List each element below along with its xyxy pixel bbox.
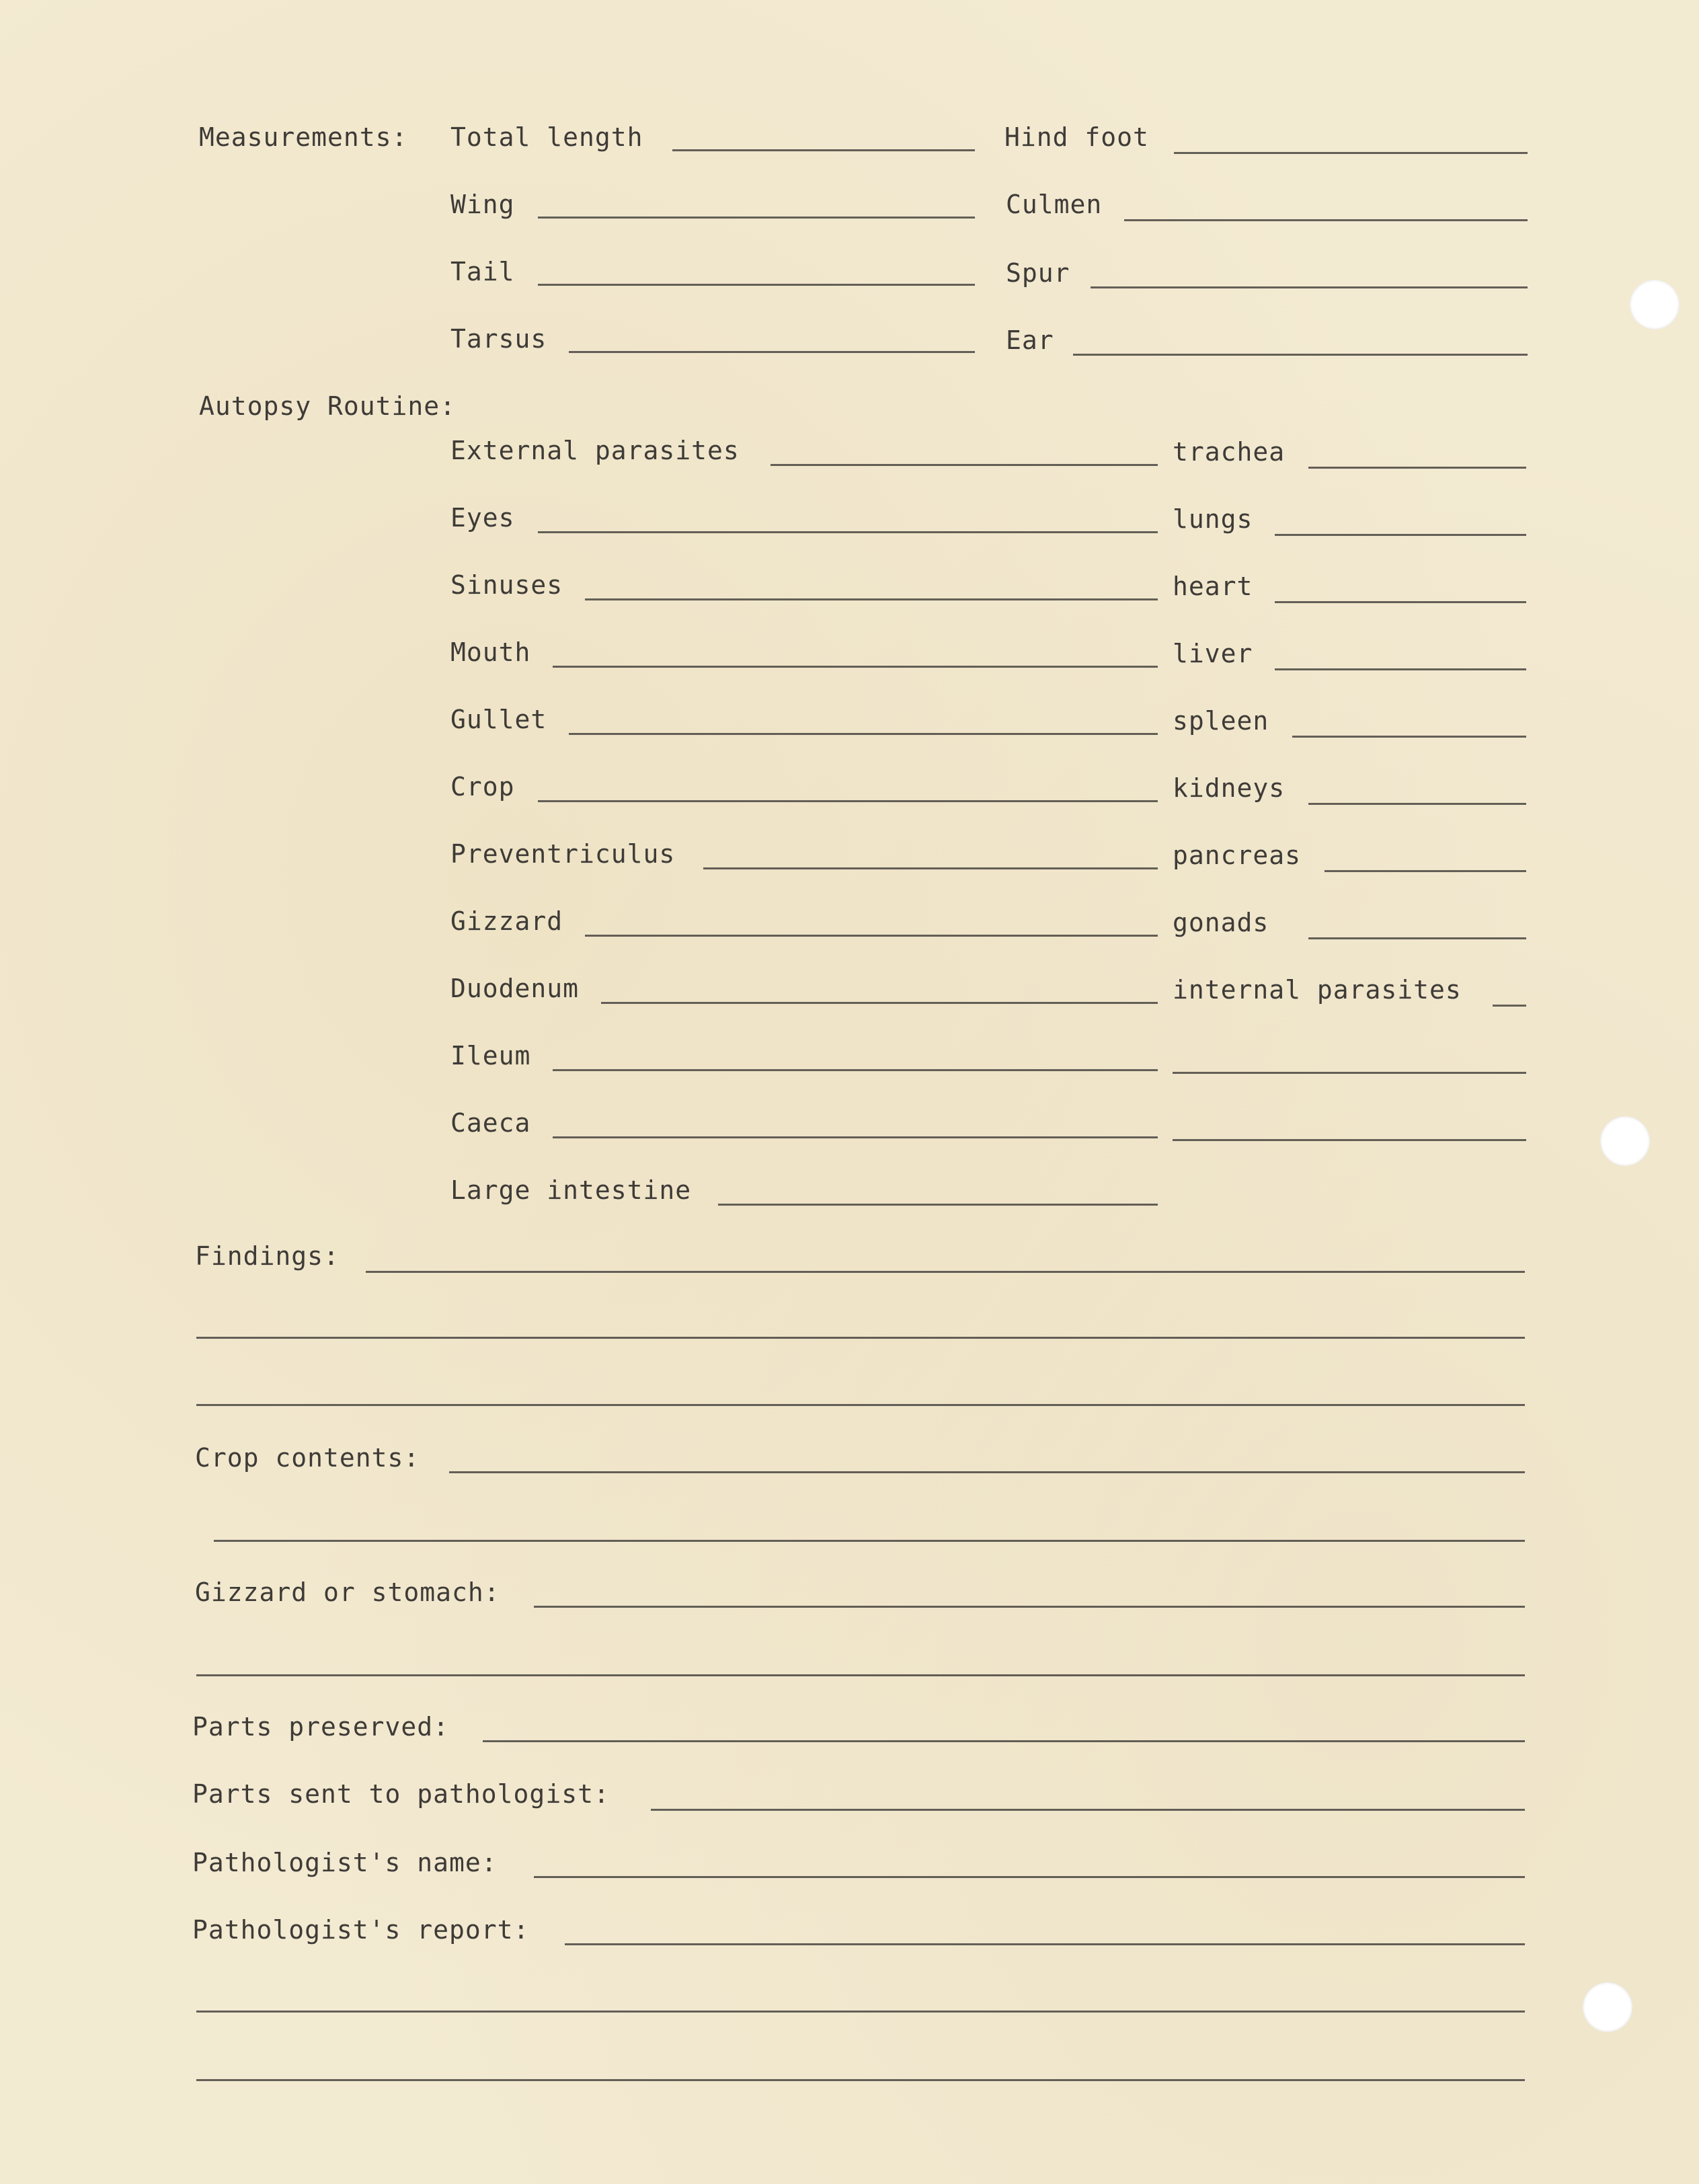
pathologist-name-field[interactable] xyxy=(534,1876,1525,1878)
autopsy-right-label: liver xyxy=(1173,639,1253,668)
kidneys-field[interactable] xyxy=(1308,803,1526,805)
binder-hole-bottom xyxy=(1583,1982,1632,2032)
trachea-field[interactable] xyxy=(1308,467,1526,469)
tail-field[interactable] xyxy=(538,284,975,286)
pancreas-field[interactable] xyxy=(1325,870,1526,872)
extra-right-field[interactable] xyxy=(1173,1072,1526,1074)
gizzard-or-stomach-field-2[interactable] xyxy=(196,1674,1525,1676)
tarsus-label: Tarsus xyxy=(450,324,547,354)
autopsy-right-label: heart xyxy=(1173,572,1253,601)
sinuses-field[interactable] xyxy=(585,598,1158,600)
spur-label: Spur xyxy=(1006,258,1070,288)
duodenum-field[interactable] xyxy=(601,1002,1158,1004)
binder-hole-top xyxy=(1630,280,1680,329)
binder-hole-middle xyxy=(1600,1116,1650,1166)
autopsy-left-label: Gullet xyxy=(450,705,547,734)
total-length-field[interactable] xyxy=(672,149,975,151)
autopsy-left-label: Preventriculus xyxy=(450,839,676,869)
pathologist-name-label: Pathologist's name: xyxy=(192,1848,498,1877)
spleen-field[interactable] xyxy=(1292,736,1526,738)
mouth-field[interactable] xyxy=(553,666,1158,668)
crop-contents-field-2[interactable] xyxy=(214,1540,1525,1542)
total-length-label: Total length xyxy=(450,122,643,152)
gullet-field[interactable] xyxy=(569,733,1158,735)
pathologist-report-field-1[interactable] xyxy=(565,1943,1525,1945)
hind-foot-field[interactable] xyxy=(1174,152,1528,154)
parts-preserved-label: Parts preserved: xyxy=(192,1712,450,1742)
ear-label: Ear xyxy=(1006,325,1054,355)
autopsy-left-label: Large intestine xyxy=(450,1175,692,1205)
autopsy-left-label: Caeca xyxy=(450,1108,531,1138)
findings-field-3[interactable] xyxy=(196,1404,1525,1406)
gonads-field[interactable] xyxy=(1308,937,1526,939)
pathologist-report-label: Pathologist's report: xyxy=(192,1915,530,1945)
autopsy-left-label: Crop xyxy=(450,772,515,802)
findings-field-2[interactable] xyxy=(196,1337,1525,1339)
caeca-field[interactable] xyxy=(553,1136,1158,1138)
culmen-label: Culmen xyxy=(1006,190,1103,219)
autopsy-right-label: internal parasites xyxy=(1173,975,1462,1005)
pathologist-report-field-2[interactable] xyxy=(196,2011,1525,2013)
autopsy-right-label: gonads xyxy=(1173,908,1269,937)
hind-foot-label: Hind foot xyxy=(1004,122,1149,152)
culmen-field[interactable] xyxy=(1124,219,1528,221)
preventriculus-field[interactable] xyxy=(703,867,1158,869)
autopsy-right-label: pancreas xyxy=(1173,841,1302,870)
measurements-heading: Measurements: xyxy=(199,122,408,152)
autopsy-right-label: trachea xyxy=(1173,437,1286,467)
ileum-field[interactable] xyxy=(553,1069,1158,1071)
pathologist-report-field-3[interactable] xyxy=(196,2079,1525,2081)
ear-field[interactable] xyxy=(1073,354,1528,356)
wing-field[interactable] xyxy=(538,217,975,219)
internal-parasites-field[interactable] xyxy=(1493,1005,1526,1007)
gizzard-field[interactable] xyxy=(585,935,1158,937)
findings-field-1[interactable] xyxy=(366,1271,1525,1273)
lungs-field[interactable] xyxy=(1275,534,1526,536)
autopsy-right-label: lungs xyxy=(1173,504,1253,534)
external-parasites-field[interactable] xyxy=(771,464,1158,466)
crop-field[interactable] xyxy=(538,800,1158,802)
autopsy-right-label: kidneys xyxy=(1173,773,1286,803)
tail-label: Tail xyxy=(450,257,515,286)
autopsy-left-label: Mouth xyxy=(450,637,531,667)
parts-sent-label: Parts sent to pathologist: xyxy=(192,1779,610,1809)
extra-right-field[interactable] xyxy=(1173,1139,1526,1141)
spur-field[interactable] xyxy=(1091,286,1528,288)
eyes-field[interactable] xyxy=(538,531,1158,533)
crop-contents-field-1[interactable] xyxy=(449,1471,1525,1473)
crop-contents-label: Crop contents: xyxy=(195,1443,420,1473)
parts-sent-field[interactable] xyxy=(651,1809,1525,1811)
autopsy-heading: Autopsy Routine: xyxy=(199,391,457,421)
autopsy-right-label: spleen xyxy=(1173,706,1269,736)
autopsy-left-label: Sinuses xyxy=(450,570,563,600)
heart-field[interactable] xyxy=(1275,601,1526,603)
autopsy-left-label: Duodenum xyxy=(450,974,580,1003)
gizzard-or-stomach-label: Gizzard or stomach: xyxy=(195,1577,500,1607)
tarsus-field[interactable] xyxy=(569,351,975,353)
wing-label: Wing xyxy=(450,190,515,219)
autopsy-left-label: Eyes xyxy=(450,503,515,533)
gizzard-or-stomach-field-1[interactable] xyxy=(534,1606,1525,1608)
large-intestine-field[interactable] xyxy=(718,1204,1158,1206)
liver-field[interactable] xyxy=(1275,668,1526,670)
autopsy-left-label: Ileum xyxy=(450,1041,531,1070)
findings-label: Findings: xyxy=(195,1241,340,1271)
autopsy-left-label: External parasites xyxy=(450,436,740,465)
parts-preserved-field[interactable] xyxy=(483,1740,1525,1742)
autopsy-left-label: Gizzard xyxy=(450,906,563,936)
